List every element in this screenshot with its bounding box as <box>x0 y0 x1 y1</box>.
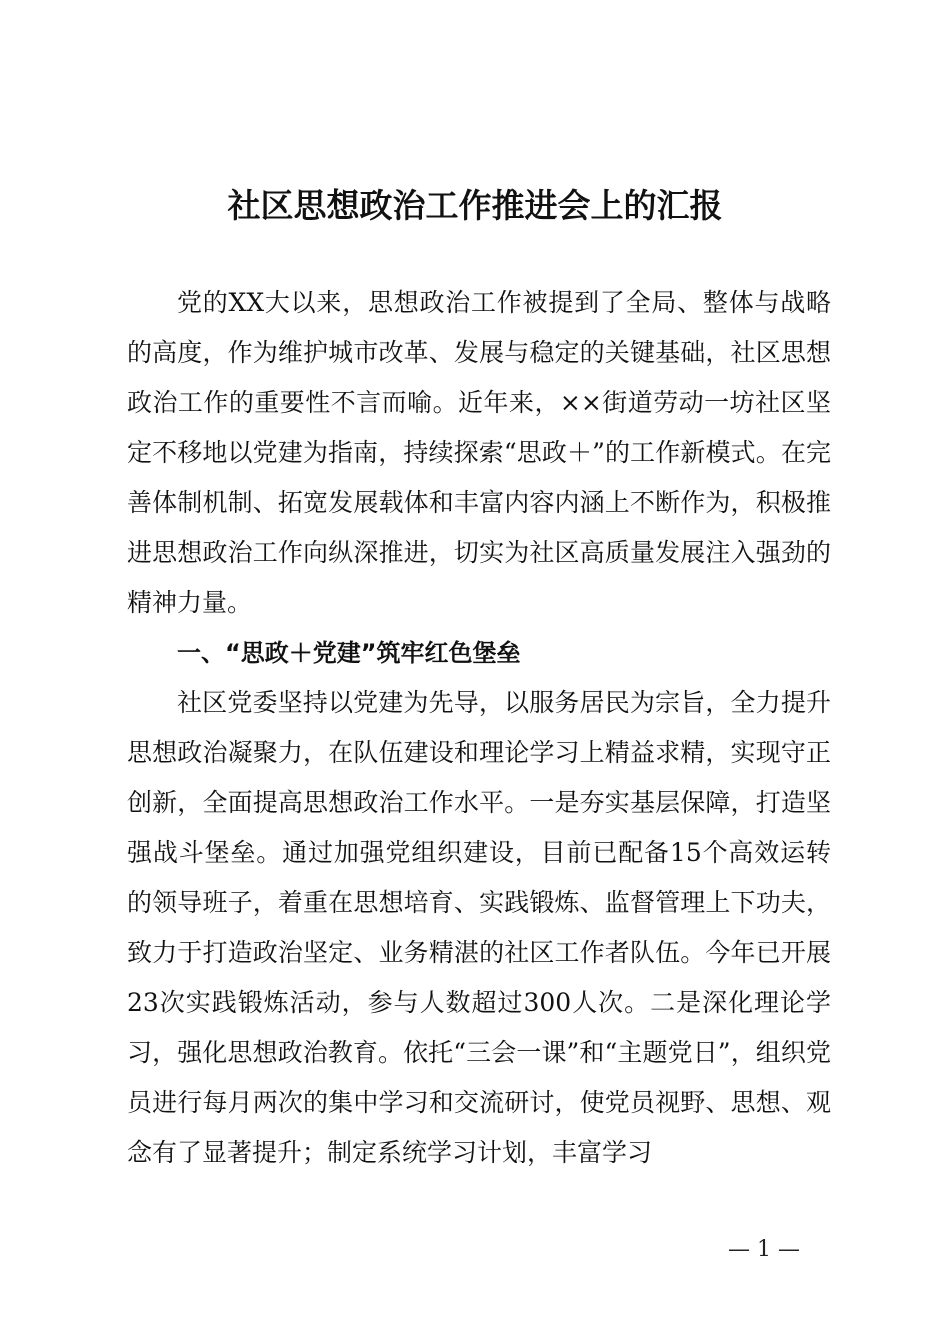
intro-paragraph: 党的XX大以来，思想政治工作被提到了全局、整体与战略的高度，作为维护城市改革、发展与稳定的关键基础，社区思想政治工作的重要性不言而喻。近年来，××街道劳动一坊社区坚定不移地以党建为指南，持续探索“思政＋”的工作新模式。在完善体制机制、拓宽发展载体和丰富内容内涵上不断作为，积极推进思想政治工作向纵深推进，切实为社区高质量发展注入强劲的精神力量。 <box>127 288 831 617</box>
page-number: — 1 — <box>728 1237 800 1262</box>
section-heading: 一、“思政＋党建”筑牢红色堡垒 <box>177 639 521 667</box>
document-body <box>127 278 831 1178</box>
document-title: 社区思想政治工作推进会上的汇报 <box>227 186 723 225</box>
section-paragraph: 社区党委坚持以党建为先导，以服务居民为宗旨，全力提升思想政治凝聚力，在队伍建设和理论学习上精益求精，实现守正创新，全面提高思想政治工作水平。一是夯实基层保障，打造坚强战斗堡垒。通过加强党组织建设，目前已配备15个高效运转的领导班子，着重在思想培育、实践锻炼、监督管理上下功夫，致力于打造政治坚定、业务精湛的社区工作者队伍。今年已开展23次实践锻炼活动，参与人数超过300人次。二是深化理论学习，强化思想政治教育。依托“三会一课”和“主题党日”，组织党员进行每月两次的集中学习和交流研讨，使党员视野、思想、观念有了显著提升；制定系统学习计划，丰富学习 <box>127 688 831 1167</box>
